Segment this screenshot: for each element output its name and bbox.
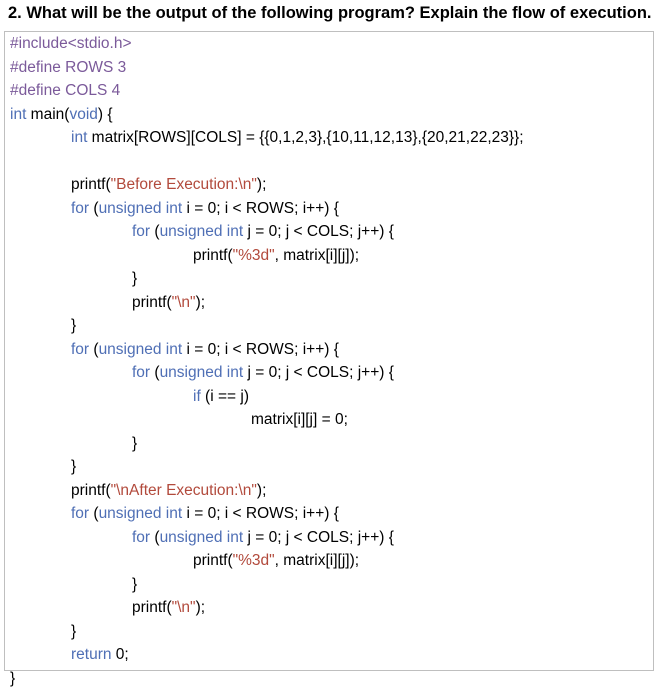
- code-line: [71, 340, 339, 360]
- code-token: for: [132, 223, 151, 240]
- code-line: [71, 481, 266, 501]
- code-line: [132, 434, 137, 454]
- code-token: matrix[ROWS][COLS] = {{0,1,2,3},{10,11,12,13},{20,21,22,23}};: [87, 129, 524, 146]
- code-token: unsigned int: [98, 199, 183, 217]
- code-token: for: [71, 199, 90, 217]
- code-line: [193, 551, 359, 571]
- code-token: i = 0; i < ROWS; i++) {: [182, 505, 339, 522]
- code-line: [132, 598, 205, 618]
- code-token: );: [256, 481, 267, 499]
- code-line: [71, 199, 339, 219]
- code-token: (: [89, 199, 99, 217]
- code-token: unsigned int: [98, 505, 183, 522]
- code-line: [71, 622, 76, 642]
- code-line: [71, 316, 76, 336]
- code-token: (: [150, 528, 160, 546]
- code-token: j = 0; j < COLS; j++) {: [243, 364, 394, 381]
- code-token: );: [195, 293, 206, 311]
- code-token: (: [150, 223, 160, 240]
- code-line: [71, 175, 266, 195]
- code-token: }: [10, 669, 16, 687]
- code-token: }: [132, 270, 138, 287]
- code-token: }: [71, 458, 77, 475]
- code-token: void: [69, 105, 98, 123]
- code-token: (: [89, 505, 99, 522]
- code-token: "%3d": [232, 552, 275, 569]
- code-token: main(: [26, 105, 70, 123]
- code-token: 0;: [111, 646, 129, 663]
- code-token: return: [71, 646, 112, 663]
- code-line: [10, 58, 126, 78]
- question-heading: 2. What will be the output of the following program? Explain the flow of execution.: [8, 4, 652, 22]
- code-token: printf(: [193, 552, 233, 569]
- code-token: #include<stdio.h>: [10, 35, 132, 52]
- code-token: (: [89, 340, 99, 358]
- code-token: }: [71, 317, 77, 334]
- code-token: "\n": [171, 599, 196, 616]
- code-line: [10, 34, 132, 54]
- code-token: j = 0; j < COLS; j++) {: [243, 223, 394, 240]
- code-token: int: [10, 105, 27, 123]
- code-token: "%3d": [232, 246, 275, 264]
- code-token: }: [132, 434, 138, 452]
- code-token: unsigned int: [159, 364, 244, 381]
- code-line: [10, 669, 15, 689]
- code-line: [193, 387, 249, 407]
- code-line: [132, 269, 137, 289]
- code-token: i = 0; i < ROWS; i++) {: [182, 199, 339, 217]
- code-token: printf(: [132, 293, 172, 311]
- code-token: i = 0; i < ROWS; i++) {: [182, 340, 339, 358]
- code-token: printf(: [71, 176, 111, 193]
- code-token: );: [256, 176, 267, 193]
- code-token: printf(: [71, 481, 111, 499]
- code-token: unsigned int: [159, 223, 244, 240]
- code-line: [132, 528, 394, 548]
- code-token: "\nAfter Execution:\n": [110, 481, 257, 499]
- code-token: (i == j): [200, 387, 249, 405]
- code-token: j = 0; j < COLS; j++) {: [243, 528, 394, 546]
- code-token: for: [132, 528, 151, 546]
- code-block: [4, 31, 654, 687]
- code-token: }: [71, 622, 77, 640]
- code-token: "\n": [171, 293, 196, 311]
- code-line: [193, 246, 359, 266]
- code-line: [10, 81, 120, 101]
- code-line: [132, 363, 394, 383]
- code-line: [251, 410, 348, 430]
- code-token: unsigned int: [98, 340, 183, 358]
- code-token: matrix[i][j] = 0;: [251, 411, 348, 428]
- code-token: for: [71, 505, 90, 522]
- code-line: [71, 457, 76, 477]
- code-token: ) {: [97, 105, 113, 123]
- code-token: int: [71, 129, 88, 146]
- code-token: #define ROWS 3: [10, 58, 127, 76]
- code-token: , matrix[i][j]);: [274, 246, 360, 264]
- code-token: printf(: [132, 599, 172, 616]
- code-line: [132, 222, 394, 242]
- code-line: [132, 575, 137, 595]
- code-token: if: [193, 387, 201, 405]
- code-token: );: [195, 599, 206, 616]
- code-line: [71, 504, 339, 524]
- code-token: #define COLS 4: [10, 82, 121, 99]
- code-line: [71, 645, 129, 665]
- code-token: for: [132, 364, 151, 381]
- code-line: [71, 128, 524, 148]
- code-token: printf(: [193, 246, 233, 264]
- code-token: for: [71, 340, 90, 358]
- code-token: "Before Execution:\n": [110, 176, 257, 193]
- code-token: (: [150, 364, 160, 381]
- code-token: unsigned int: [159, 528, 244, 546]
- code-token: }: [132, 575, 138, 593]
- code-line: [10, 105, 113, 125]
- code-line: [132, 293, 205, 313]
- code-token: , matrix[i][j]);: [274, 552, 360, 569]
